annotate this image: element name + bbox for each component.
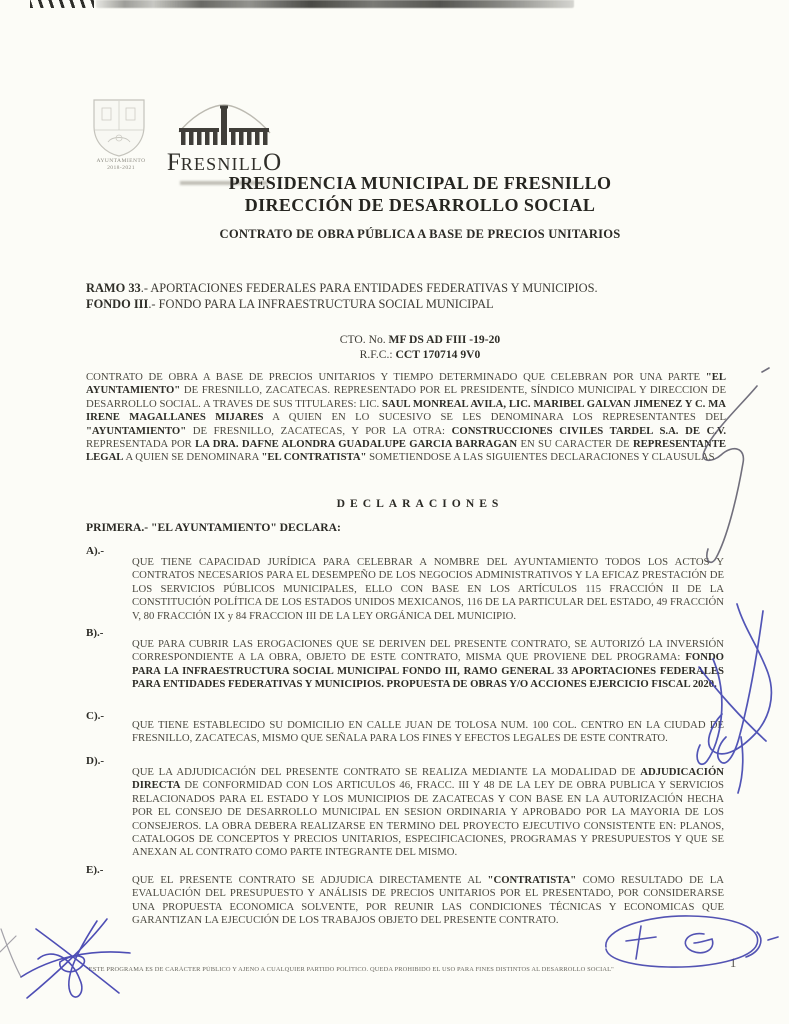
item-label-e: E).- — [86, 864, 104, 876]
intro-paragraph: CONTRATO DE OBRA A BASE DE PRECIOS UNITARIOS Y TIEMPO DETERMINADO QUE CELEBRAN POR UNA PARTE "EL AYUNTAMIENTO" DE FRESNILLO, ZACATECAS. REPRESENTADO POR EL PRESIDENTE, SÍNDICO MUNICIPAL Y DIRECCION DE DESARROLLO SOCIAL. A TRAVES DE SUS TITULARES: LIC. SAUL MONREAL AVILA, LIC. MARIBEL GALVAN JIMENEZ Y C. MA IRENE MAGALLANES MIJARES A QUIEN EN LO SUCESIVO SE LES DENOMINARA LOS REPRESENTANTES DEL "AYUNTAMIENTO" DE FRESNILLO, ZACATECAS, Y POR LA OTRA: CONSTRUCCIONES CIVILES TARDEL S.A. DE C.V. REPRESENTADA POR LA DRA. DAFNE ALONDRA GUADALUPE GARCIA BARRAGAN EN SU CARACTER DE REPRESENTANTE LEGAL A QUIEN SE DENOMINARA "EL CONTRATISTA" SOMETIENDOSE A LAS SIGUIENTES DECLARACIONES Y CLAUSULAS — [86, 371, 726, 464]
municipal-shield-icon — [88, 96, 150, 158]
wordmark-middle: RESNILL — [180, 154, 264, 174]
wordmark-final: O — [263, 149, 282, 176]
shield-caption-line2: 2018-2021 — [107, 165, 135, 171]
footer-disclaimer: "ESTE PROGRAMA ES DE CARÁCTER PÚBLICO Y AJENO A CUALQUIER PARTIDO POLÍTICO. QUEDA PROHIBIDO EL USO PARA FINES DISTINTOS AL DESARROLLO SOCIAL" — [86, 966, 614, 973]
item-paragraph-d: QUE LA ADJUDICACIÓN DEL PRESENTE CONTRATO SE REALIZA MEDIANTE LA MODALIDAD DE ADJUDICACIÓN DIRECTA DE CONFORMIDAD CON LOS ARTICULOS 46, FRACC. III Y 48 DE LA LEY DE OBRA PUBLICA Y SERVICIOS RELACIONADOS PARA EL ESTADO Y LOS MUNICIPIOS DE ZACATECAS Y CON BASE EN LA AUTORIZACIÓN HECHA POR EL CONSEJO DE DESARROLLO MUNICIPAL EN SESION ORDINARIA Y APROBADO POR LA MAYORIA DE LOS CONSEJEROS. LA OBRA DEBERA REALIZARSE EN TERMINO DEL PROYECTO EJECUTIVO CONSISTENTE EN: PLANOS, CATALOGOS DE CONCEPTOS Y PRECIOS UNITARIOS, ESPECIFICACIONES, PROGRAMAS Y PRESUPUESTOS Y QUE SE ANEXAN AL CONTRATO COMO PARTE INTEGRANTE DEL MISMO. — [132, 766, 724, 859]
item-paragraph-a: QUE TIENE CAPACIDAD JURÍDICA PARA CELEBRAR A NOMBRE DEL AYUNTAMIENTO TODOS LOS ACTOS Y CONTRATOS NECESARIOS PARA EL DESEMPEÑO DE LOS NEGOCIOS ADMINISTRATIVOS Y LA EFICAZ PRESTACIÓN DE LOS SERVICIOS PÚBLICOS MUNICIPALES, ELLO CON BASE EN LOS ARTÍCULOS 115 FRACCIÓN II DE LA CONSTITUCIÓN POLÍTICA DE LOS ESTADOS UNIDOS MEXICANOS, 116 DE LA PARTICULAR DEL ESTADO, 49 FRACCIÓN V, 80 FRACCIÓN IX y 84 FRACCION III DE LA LEY ORGÁNICA DEL MUNICIPIO. — [132, 556, 724, 622]
item-paragraph-b: QUE PARA CUBRIR LAS EROGACIONES QUE SE DERIVEN DEL PRESENTE CONTRATO, SE AUTORIZÓ LA INVERSIÓN CORRESPONDIENTE A LA OBRA, OBJETO DE ESTE CONTRATO, MISMA QUE PROVIENE DEL PROGRAMA: FONDO PARA LA INFRAESTRUCTURA SOCIAL MUNICIPAL FONDO III, RAMO GENERAL 33 APORTACIONES FEDERALES PARA ENTIDADES FEDERATIVAS Y MUNICIPIOS. PROPUESTA DE OBRAS Y/O ACCIONES EJERCICIO FISCAL 2020. — [132, 638, 724, 691]
signature-scribble-bottom-left — [21, 919, 130, 998]
scan-artifact-band — [96, 0, 574, 8]
item-label-b: B).- — [86, 627, 104, 639]
title-line2: DIRECCIÓN DE DESARROLLO SOCIAL — [244, 195, 596, 215]
title-line1: PRESIDENCIA MUNICIPAL DE FRESNILLO — [228, 173, 612, 193]
contract-rfc: R.F.C.: CCT 170714 9V0 — [359, 348, 481, 361]
program-heading — [86, 281, 728, 312]
contract-reference — [90, 332, 750, 362]
shield-caption — [78, 158, 164, 172]
contract-number: CTO. No. MF DS AD FIII -19-20 — [339, 333, 501, 346]
item-label-a: A).- — [86, 545, 105, 557]
item-label-d: D).- — [86, 755, 105, 767]
ramo-line1: RAMO 33.- APORTACIONES FEDERALES PARA ENTIDADES FEDERATIVAS Y MUNICIPIOS. — [86, 281, 598, 295]
primera-heading: PRIMERA.- "EL AYUNTAMIENTO" DECLARA: — [86, 521, 341, 534]
shield-caption-line1: AYUNTAMIENTO — [96, 158, 146, 164]
scan-artifact-marks — [30, 0, 94, 8]
ramo-line2: FONDO III.- FONDO PARA LA INFRAESTRUCTURA SOCIAL MUNICIPAL — [86, 296, 494, 311]
page-number: 1 — [730, 956, 737, 970]
pen-mark-left-edge — [0, 929, 21, 977]
item-label-c: C).- — [86, 710, 105, 722]
contract-subtitle: CONTRATO DE OBRA PÚBLICA A BASE DE PRECIOS UNITARIOS — [219, 227, 621, 241]
signature-scribble-right-blue — [697, 604, 771, 793]
page-title — [90, 172, 750, 216]
fresnillo-building-icon — [175, 102, 273, 150]
wordmark-initial: F — [166, 149, 181, 176]
item-paragraph-c: QUE TIENE ESTABLECIDO SU DOMICILIO EN CALLE JUAN DE TOLOSA NUM. 100 COL. CENTRO EN LA CIUDAD DE FRESNILLO, ZACATECAS, MISMO QUE SEÑALA PARA LOS FINES Y EFECTOS LEGALES DE ESTE CONTRATO. — [132, 719, 724, 745]
item-paragraph-e: QUE EL PRESENTE CONTRATO SE ADJUDICA DIRECTAMENTE AL "CONTRATISTA" COMO RESULTADO DE LA EVALUACIÓN DEL PRESUPUESTO Y ANÁLISIS DE PRECIOS UNITARIOS POR EL PRESENTADO, POR CONSIDERARSE UNA PROPUESTA ECONOMICA SOLVENTE, POR REUNIR LAS CONDICIONES TÉCNICAS Y ECONOMICAS QUE GARANTIZAN LA EJECUCIÓN DE LOS TRABAJOS OBJETO DEL PRESENTE CONTRATO. — [132, 874, 724, 927]
declaraciones-heading: DECLARACIONES — [336, 497, 504, 510]
